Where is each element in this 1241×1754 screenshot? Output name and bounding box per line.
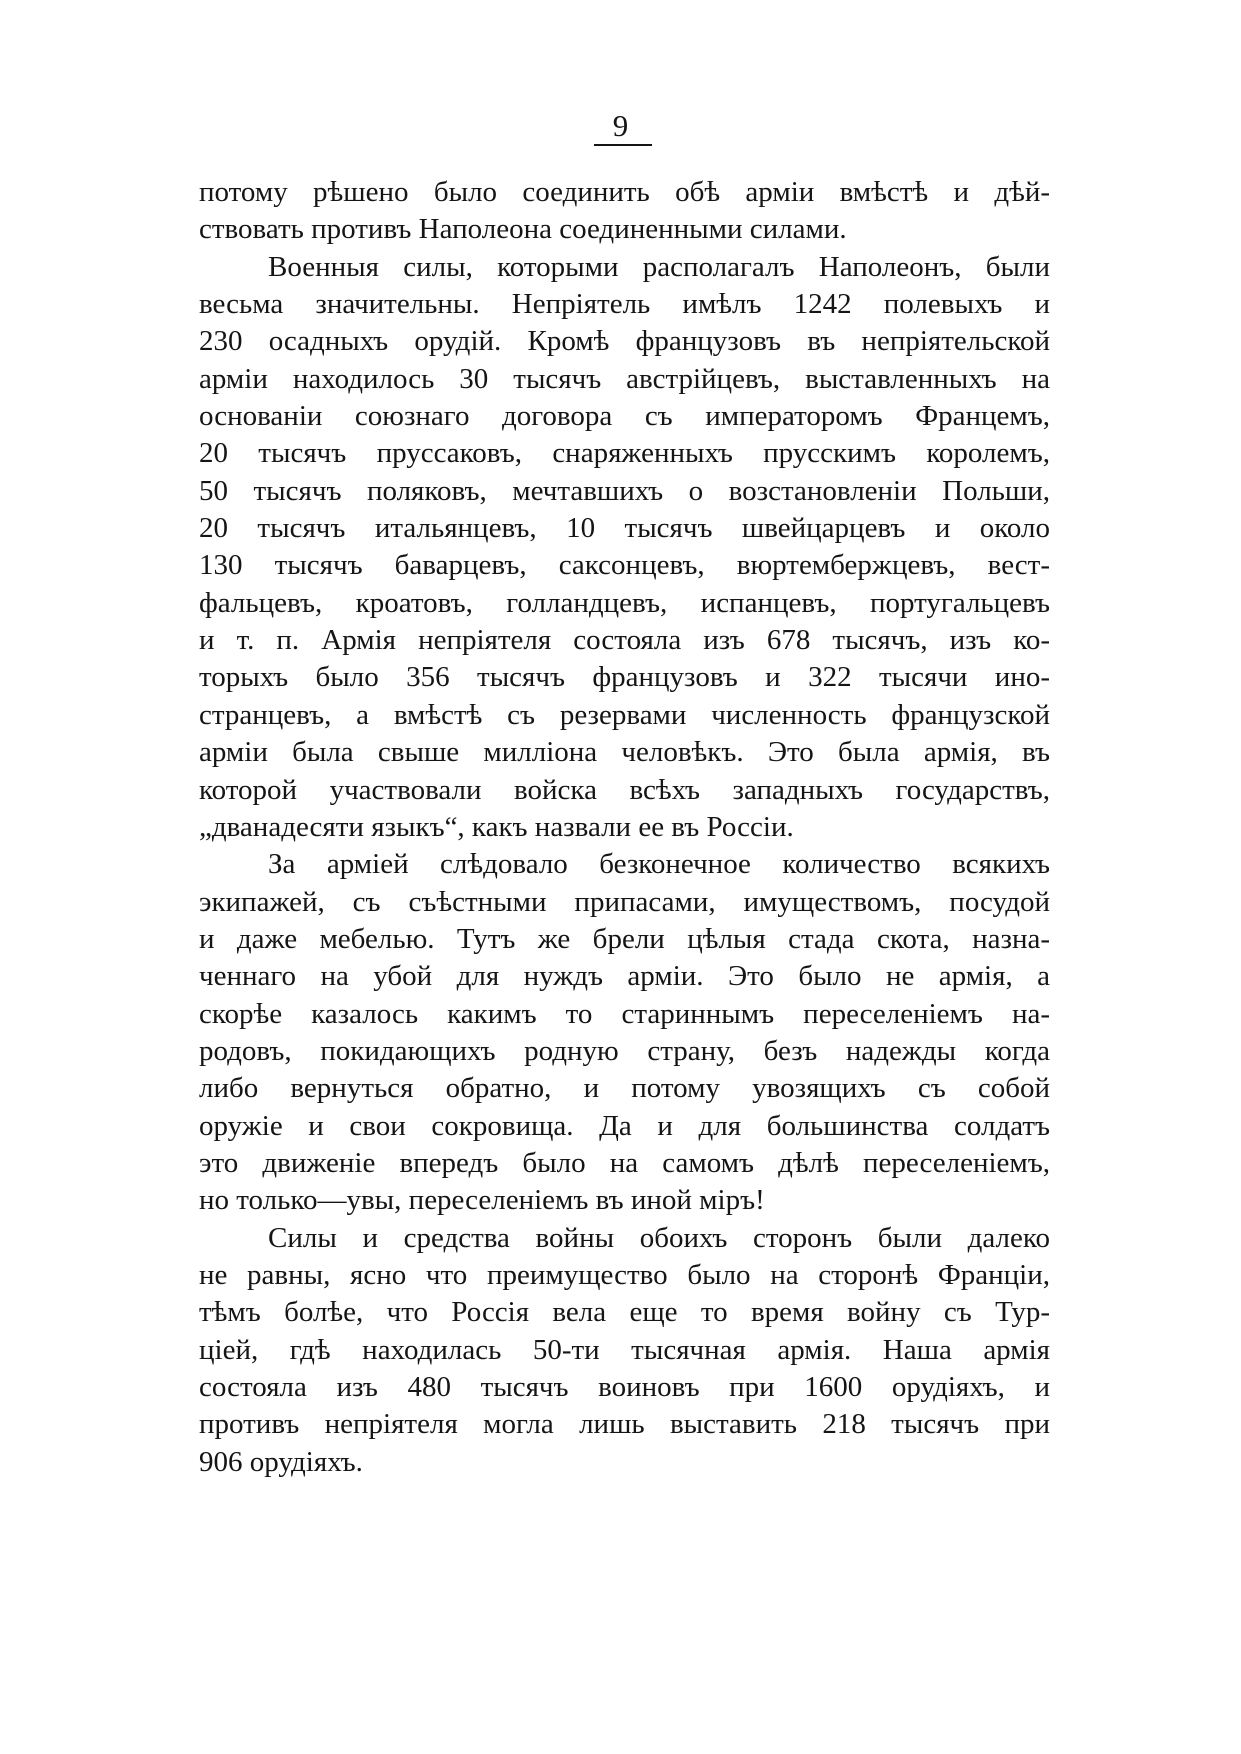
text-line: ствовать противъ Наполеона соединенными силами. <box>199 213 847 246</box>
paragraph <box>199 846 1050 1219</box>
text-line: ченнаго на убой для нуждъ арміи. Это было не армія, а <box>199 960 1050 993</box>
text-line: странцевъ, а вмѣстѣ съ резервами численность французской <box>199 698 1050 731</box>
text-line: 130 тысячъ баварцевъ, саксонцевъ, вюртембержцевъ, вест- <box>199 549 1050 582</box>
text-line: либо вернуться обратно, и потому увозящихъ съ собой <box>199 1072 1050 1105</box>
text-line: 906 орудіяхъ. <box>199 1445 363 1478</box>
text-line: весьма значительны. Непріятель имѣлъ 1242 полевыхъ и <box>199 288 1050 321</box>
text-line: фальцевъ, кроатовъ, голландцевъ, испанцевъ, португальцевъ <box>199 586 1050 619</box>
text-line: родовъ, покидающихъ родную страну, безъ надежды когда <box>199 1034 1050 1067</box>
paragraph <box>199 174 1050 249</box>
paragraph <box>199 1220 1050 1481</box>
text-line: тѣмъ болѣе, что Россія вела еще то время войну съ Тур- <box>199 1296 1050 1329</box>
text-line: экипажей, съ съѣстными припасами, имуществомъ, посудой <box>199 885 1050 918</box>
text-line: оружіе и свои сокровища. Да и для большинства солдатъ <box>199 1109 1050 1142</box>
paragraph <box>199 249 1050 847</box>
text-line: 20 тысячъ итальянцевъ, 10 тысячъ швейцарцевъ и около <box>199 512 1050 545</box>
text-line: торыхъ было 356 тысячъ французовъ и 322 тысячи ино- <box>199 661 1050 694</box>
text-line: арміи была свыше милліона человѣкъ. Это была армія, въ <box>199 736 1050 769</box>
text-line: которой участвовали войска всѣхъ западныхъ государствъ, <box>199 773 1050 806</box>
text-line: Военныя силы, которыми располагалъ Наполеонъ, были <box>268 250 1050 283</box>
text-line: не равны, ясно что преимущество было на сторонѣ Франціи, <box>199 1258 1050 1291</box>
text-line: и даже мебелью. Тутъ же брели цѣлыя стада скота, назна- <box>199 922 1050 955</box>
text-line: Силы и средства войны обоихъ сторонъ были далеко <box>268 1221 1050 1254</box>
text-line: но только—увы, переселеніемъ въ иной міръ! <box>199 1184 765 1217</box>
body-text <box>199 174 1050 1481</box>
text-line: основаніи союзнаго договора съ императоромъ Францемъ, <box>199 400 1050 433</box>
text-line: 230 осадныхъ орудій. Кромѣ французовъ въ непріятельской <box>199 325 1050 358</box>
text-line: арміи находилось 30 тысячъ австрійцевъ, выставленныхъ на <box>199 362 1050 395</box>
text-line: За арміей слѣдовало безконечное количество всякихъ <box>268 848 1050 881</box>
text-line: 20 тысячъ пруссаковъ, снаряженныхъ прусскимъ королемъ, <box>199 437 1050 470</box>
page-number: 9 <box>612 108 629 143</box>
text-line: 50 тысячъ поляковъ, мечтавшихъ о возстановленіи Польши, <box>199 474 1050 507</box>
text-line: потому рѣшено было соединить обѣ арміи вмѣстѣ и дѣй- <box>199 176 1050 208</box>
text-line: ціей, гдѣ находилась 50-ти тысячная армія. Наша армія <box>199 1333 1050 1366</box>
text-line: противъ непріятеля могла лишь выставить 218 тысячъ при <box>199 1408 1050 1441</box>
text-line: это движеніе впередъ было на самомъ дѣлѣ переселеніемъ, <box>199 1146 1050 1179</box>
page-number-underline <box>594 144 652 146</box>
text-line: состояла изъ 480 тысячъ воиновъ при 1600 орудіяхъ, и <box>199 1371 1050 1403</box>
text-line: скорѣе казалось какимъ то стариннымъ переселеніемъ на- <box>199 997 1050 1030</box>
text-line: и т. п. Армія непріятеля состояла изъ 678 тысячъ, изъ ко- <box>199 624 1050 657</box>
text-line: „дванадесяти языкъ“, какъ назвали ее въ Россіи. <box>199 810 794 843</box>
